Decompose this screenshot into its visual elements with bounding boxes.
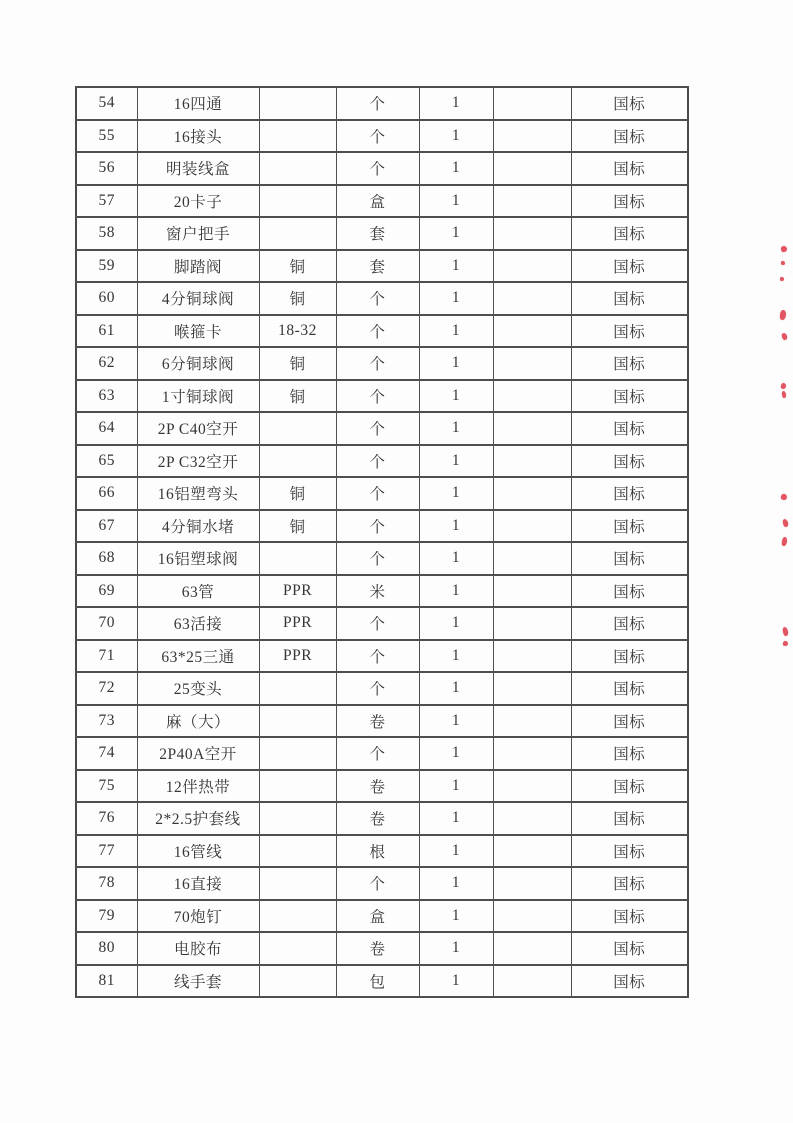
red-ink-mark — [781, 391, 786, 399]
cell-standard: 国标 — [571, 510, 688, 543]
cell-unit: 个 — [336, 282, 419, 315]
cell-unit: 包 — [336, 965, 419, 998]
table-row — [76, 250, 688, 283]
cell-quantity: 1 — [419, 965, 493, 998]
cell-unit: 米 — [336, 575, 419, 608]
cell-no: 77 — [76, 835, 137, 868]
cell-no: 55 — [76, 120, 137, 153]
table-row — [76, 347, 688, 380]
cell-unit: 个 — [336, 445, 419, 478]
cell-standard: 国标 — [571, 412, 688, 445]
cell-blank — [493, 347, 571, 380]
cell-blank — [493, 575, 571, 608]
cell-standard: 国标 — [571, 867, 688, 900]
cell-blank — [493, 185, 571, 218]
cell-unit: 根 — [336, 835, 419, 868]
cell-item-name: 6分铜球阀 — [137, 347, 259, 380]
cell-blank — [493, 87, 571, 120]
cell-quantity: 1 — [419, 607, 493, 640]
cell-spec-material — [259, 835, 336, 868]
cell-item-name: 麻（大） — [137, 705, 259, 738]
cell-unit: 个 — [336, 380, 419, 413]
cell-blank — [493, 672, 571, 705]
cell-quantity: 1 — [419, 867, 493, 900]
cell-spec-material: 铜 — [259, 347, 336, 380]
cell-blank — [493, 932, 571, 965]
cell-spec-material — [259, 900, 336, 933]
cell-no: 61 — [76, 315, 137, 348]
cell-blank — [493, 380, 571, 413]
cell-spec-material — [259, 120, 336, 153]
cell-unit: 个 — [336, 477, 419, 510]
cell-unit: 卷 — [336, 705, 419, 738]
table-row — [76, 900, 688, 933]
cell-standard: 国标 — [571, 737, 688, 770]
cell-spec-material: PPR — [259, 607, 336, 640]
cell-spec-material — [259, 867, 336, 900]
cell-item-name: 63*25三通 — [137, 640, 259, 673]
cell-quantity: 1 — [419, 477, 493, 510]
red-ink-mark — [781, 332, 788, 340]
table-row — [76, 412, 688, 445]
cell-item-name: 2P C40空开 — [137, 412, 259, 445]
cell-unit: 个 — [336, 120, 419, 153]
cell-unit: 个 — [336, 152, 419, 185]
cell-item-name: 明装线盒 — [137, 152, 259, 185]
cell-spec-material — [259, 542, 336, 575]
cell-standard: 国标 — [571, 575, 688, 608]
cell-quantity: 1 — [419, 120, 493, 153]
cell-quantity: 1 — [419, 932, 493, 965]
cell-unit: 个 — [336, 542, 419, 575]
table-row — [76, 477, 688, 510]
table-body — [76, 87, 688, 997]
cell-standard: 国标 — [571, 705, 688, 738]
cell-no: 81 — [76, 965, 137, 998]
red-ink-mark — [780, 245, 787, 252]
cell-item-name: 16管线 — [137, 835, 259, 868]
table-row — [76, 737, 688, 770]
cell-standard: 国标 — [571, 445, 688, 478]
cell-item-name: 1寸铜球阀 — [137, 380, 259, 413]
cell-quantity: 1 — [419, 542, 493, 575]
cell-quantity: 1 — [419, 185, 493, 218]
cell-unit: 个 — [336, 607, 419, 640]
cell-blank — [493, 412, 571, 445]
cell-item-name: 电胶布 — [137, 932, 259, 965]
cell-spec-material — [259, 87, 336, 120]
red-ink-mark — [780, 277, 784, 281]
cell-standard: 国标 — [571, 217, 688, 250]
cell-no: 78 — [76, 867, 137, 900]
cell-no: 57 — [76, 185, 137, 218]
cell-item-name: 70炮钉 — [137, 900, 259, 933]
cell-unit: 个 — [336, 640, 419, 673]
table-row — [76, 672, 688, 705]
cell-standard: 国标 — [571, 120, 688, 153]
table-row — [76, 380, 688, 413]
cell-item-name: 线手套 — [137, 965, 259, 998]
red-ink-mark — [782, 627, 789, 637]
cell-no: 58 — [76, 217, 137, 250]
table-row — [76, 770, 688, 803]
cell-quantity: 1 — [419, 347, 493, 380]
cell-item-name: 喉箍卡 — [137, 315, 259, 348]
cell-no: 69 — [76, 575, 137, 608]
cell-unit: 个 — [336, 87, 419, 120]
cell-quantity: 1 — [419, 737, 493, 770]
cell-spec-material: 铜 — [259, 282, 336, 315]
cell-spec-material — [259, 965, 336, 998]
cell-blank — [493, 315, 571, 348]
cell-unit: 个 — [336, 867, 419, 900]
red-ink-mark — [781, 261, 786, 266]
cell-quantity: 1 — [419, 705, 493, 738]
cell-quantity: 1 — [419, 575, 493, 608]
cell-no: 67 — [76, 510, 137, 543]
red-ink-mark — [781, 537, 787, 547]
cell-blank — [493, 835, 571, 868]
cell-no: 65 — [76, 445, 137, 478]
cell-quantity: 1 — [419, 315, 493, 348]
cell-quantity: 1 — [419, 510, 493, 543]
cell-spec-material — [259, 412, 336, 445]
cell-quantity: 1 — [419, 672, 493, 705]
cell-no: 76 — [76, 802, 137, 835]
cell-no: 74 — [76, 737, 137, 770]
cell-spec-material — [259, 705, 336, 738]
cell-spec-material — [259, 770, 336, 803]
table-row — [76, 705, 688, 738]
cell-blank — [493, 120, 571, 153]
cell-unit: 个 — [336, 510, 419, 543]
cell-standard: 国标 — [571, 802, 688, 835]
cell-spec-material: 铜 — [259, 250, 336, 283]
red-ink-mark — [780, 382, 786, 389]
cell-blank — [493, 250, 571, 283]
cell-standard: 国标 — [571, 282, 688, 315]
cell-item-name: 16铝塑球阀 — [137, 542, 259, 575]
table-row — [76, 542, 688, 575]
red-ink-mark — [779, 310, 786, 321]
cell-unit: 个 — [336, 737, 419, 770]
cell-spec-material: PPR — [259, 575, 336, 608]
cell-blank — [493, 770, 571, 803]
cell-blank — [493, 217, 571, 250]
cell-item-name: 12伴热带 — [137, 770, 259, 803]
cell-standard: 国标 — [571, 640, 688, 673]
cell-no: 70 — [76, 607, 137, 640]
cell-standard: 国标 — [571, 542, 688, 575]
cell-blank — [493, 640, 571, 673]
cell-item-name: 脚踏阀 — [137, 250, 259, 283]
cell-item-name: 63活接 — [137, 607, 259, 640]
cell-quantity: 1 — [419, 250, 493, 283]
table-row — [76, 445, 688, 478]
cell-standard: 国标 — [571, 900, 688, 933]
cell-quantity: 1 — [419, 445, 493, 478]
cell-quantity: 1 — [419, 380, 493, 413]
red-ink-mark — [780, 493, 788, 501]
table-row — [76, 835, 688, 868]
cell-unit: 卷 — [336, 932, 419, 965]
cell-spec-material — [259, 932, 336, 965]
cell-no: 62 — [76, 347, 137, 380]
cell-standard: 国标 — [571, 607, 688, 640]
cell-standard: 国标 — [571, 185, 688, 218]
cell-standard: 国标 — [571, 250, 688, 283]
cell-spec-material — [259, 445, 336, 478]
cell-blank — [493, 542, 571, 575]
cell-no: 60 — [76, 282, 137, 315]
cell-quantity: 1 — [419, 412, 493, 445]
cell-unit: 卷 — [336, 770, 419, 803]
cell-quantity: 1 — [419, 87, 493, 120]
cell-standard: 国标 — [571, 932, 688, 965]
cell-item-name: 窗户把手 — [137, 217, 259, 250]
table-row — [76, 510, 688, 543]
cell-no: 54 — [76, 87, 137, 120]
cell-standard: 国标 — [571, 770, 688, 803]
cell-blank — [493, 282, 571, 315]
cell-spec-material — [259, 185, 336, 218]
cell-quantity: 1 — [419, 152, 493, 185]
cell-standard: 国标 — [571, 965, 688, 998]
cell-blank — [493, 445, 571, 478]
table-row — [76, 185, 688, 218]
cell-item-name: 16铝塑弯头 — [137, 477, 259, 510]
cell-no: 79 — [76, 900, 137, 933]
cell-unit: 套 — [336, 250, 419, 283]
cell-item-name: 16直接 — [137, 867, 259, 900]
cell-quantity: 1 — [419, 835, 493, 868]
cell-spec-material — [259, 217, 336, 250]
cell-unit: 盒 — [336, 185, 419, 218]
table-row — [76, 120, 688, 153]
cell-blank — [493, 705, 571, 738]
cell-blank — [493, 737, 571, 770]
cell-unit: 个 — [336, 672, 419, 705]
cell-unit: 个 — [336, 315, 419, 348]
cell-no: 75 — [76, 770, 137, 803]
cell-standard: 国标 — [571, 672, 688, 705]
cell-item-name: 4分铜球阀 — [137, 282, 259, 315]
cell-quantity: 1 — [419, 770, 493, 803]
cell-no: 80 — [76, 932, 137, 965]
cell-standard: 国标 — [571, 347, 688, 380]
table-row — [76, 575, 688, 608]
cell-item-name: 2P40A空开 — [137, 737, 259, 770]
table-row — [76, 152, 688, 185]
table-row — [76, 607, 688, 640]
cell-standard: 国标 — [571, 835, 688, 868]
table-row — [76, 315, 688, 348]
cell-blank — [493, 510, 571, 543]
table-row — [76, 87, 688, 120]
cell-blank — [493, 477, 571, 510]
cell-no: 66 — [76, 477, 137, 510]
cell-blank — [493, 900, 571, 933]
cell-unit: 卷 — [336, 802, 419, 835]
cell-quantity: 1 — [419, 802, 493, 835]
red-ink-mark — [783, 641, 788, 646]
table-row — [76, 965, 688, 998]
cell-spec-material — [259, 152, 336, 185]
cell-spec-material: 铜 — [259, 380, 336, 413]
cell-quantity: 1 — [419, 217, 493, 250]
table-row — [76, 867, 688, 900]
cell-item-name: 20卡子 — [137, 185, 259, 218]
cell-spec-material — [259, 802, 336, 835]
cell-standard: 国标 — [571, 87, 688, 120]
cell-standard: 国标 — [571, 152, 688, 185]
cell-quantity: 1 — [419, 900, 493, 933]
cell-item-name: 25变头 — [137, 672, 259, 705]
cell-item-name: 16接头 — [137, 120, 259, 153]
cell-spec-material: PPR — [259, 640, 336, 673]
cell-spec-material: 铜 — [259, 510, 336, 543]
cell-item-name: 63管 — [137, 575, 259, 608]
cell-unit: 盒 — [336, 900, 419, 933]
table-row — [76, 640, 688, 673]
cell-no: 63 — [76, 380, 137, 413]
cell-unit: 套 — [336, 217, 419, 250]
cell-no: 68 — [76, 542, 137, 575]
red-ink-mark — [782, 518, 789, 527]
table-row — [76, 282, 688, 315]
cell-item-name: 4分铜水堵 — [137, 510, 259, 543]
cell-blank — [493, 152, 571, 185]
cell-quantity: 1 — [419, 640, 493, 673]
cell-blank — [493, 607, 571, 640]
cell-blank — [493, 965, 571, 998]
cell-spec-material — [259, 737, 336, 770]
table-row — [76, 932, 688, 965]
cell-no: 64 — [76, 412, 137, 445]
cell-unit: 个 — [336, 347, 419, 380]
cell-no: 72 — [76, 672, 137, 705]
cell-blank — [493, 867, 571, 900]
cell-no: 56 — [76, 152, 137, 185]
cell-no: 59 — [76, 250, 137, 283]
cell-standard: 国标 — [571, 315, 688, 348]
cell-item-name: 16四通 — [137, 87, 259, 120]
cell-item-name: 2P C32空开 — [137, 445, 259, 478]
inventory-table — [75, 86, 689, 998]
cell-spec-material: 铜 — [259, 477, 336, 510]
cell-standard: 国标 — [571, 380, 688, 413]
cell-blank — [493, 802, 571, 835]
cell-spec-material: 18-32 — [259, 315, 336, 348]
cell-unit: 个 — [336, 412, 419, 445]
cell-spec-material — [259, 672, 336, 705]
cell-no: 73 — [76, 705, 137, 738]
table-row — [76, 217, 688, 250]
cell-no: 71 — [76, 640, 137, 673]
cell-item-name: 2*2.5护套线 — [137, 802, 259, 835]
table-row — [76, 802, 688, 835]
cell-quantity: 1 — [419, 282, 493, 315]
cell-standard: 国标 — [571, 477, 688, 510]
